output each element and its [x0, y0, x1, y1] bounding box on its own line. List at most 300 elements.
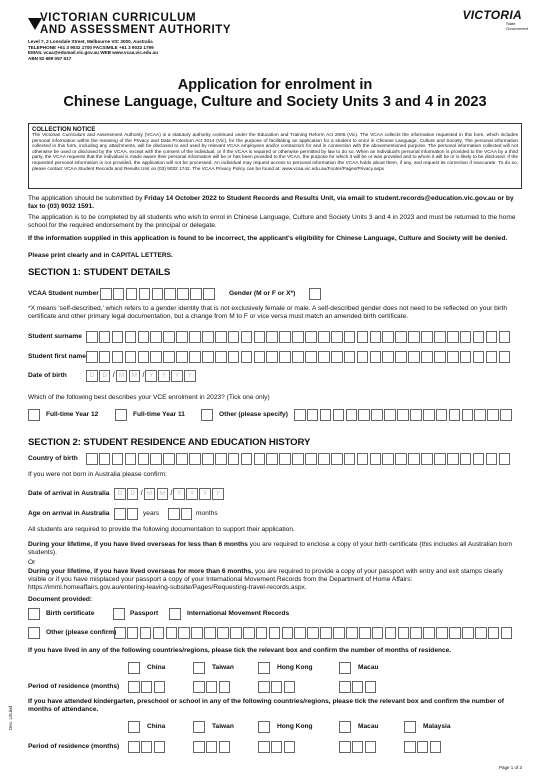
date-cell[interactable]: D: [114, 488, 126, 500]
char-cell[interactable]: [434, 331, 446, 343]
lived-taiwan-checkbox[interactable]: [193, 662, 205, 674]
date-cell[interactable]: D: [127, 488, 139, 500]
period-label: Period of residence (months): [28, 743, 120, 750]
char-cell[interactable]: [499, 453, 511, 465]
char-cell[interactable]: [307, 627, 319, 639]
char-cell[interactable]: [190, 288, 202, 300]
char-cell[interactable]: [128, 681, 140, 693]
char-cell[interactable]: [357, 453, 369, 465]
char-cell[interactable]: [86, 351, 98, 363]
char-cell[interactable]: [163, 351, 175, 363]
char-cell[interactable]: [346, 627, 358, 639]
address-line: TELEPHONE +61 3 9032 1700 FACSIMILE +61 3 9032 1799: [28, 44, 154, 50]
lived-months-taiwan[interactable]: [193, 681, 232, 693]
char-cell[interactable]: [436, 627, 448, 639]
char-cell[interactable]: [215, 351, 227, 363]
char-cell[interactable]: [358, 409, 370, 421]
date-separator: /: [112, 372, 115, 379]
page-title: Application for enrolment in: [177, 77, 373, 93]
collection-notice: [28, 123, 522, 189]
char-cell[interactable]: [279, 453, 291, 465]
char-cell[interactable]: [177, 288, 189, 300]
char-cell[interactable]: [344, 331, 356, 343]
char-cell[interactable]: [271, 741, 283, 753]
vcaa-number-label: VCAA Student number: [28, 290, 99, 297]
passport-label: Passport: [130, 610, 159, 617]
char-cell[interactable]: [365, 681, 377, 693]
char-cell[interactable]: [333, 409, 345, 421]
char-cell[interactable]: [382, 453, 394, 465]
movement-records-checkbox[interactable]: [169, 608, 181, 620]
other-doc-field[interactable]: [114, 627, 514, 639]
char-cell[interactable]: [421, 351, 433, 363]
char-cell[interactable]: [189, 453, 201, 465]
date-cell[interactable]: M: [116, 370, 128, 382]
char-cell[interactable]: [395, 331, 407, 343]
date-cell[interactable]: M: [144, 488, 156, 500]
char-cell[interactable]: [100, 288, 112, 300]
char-cell[interactable]: [228, 331, 240, 343]
char-cell[interactable]: [370, 331, 382, 343]
char-cell[interactable]: [114, 508, 126, 520]
date-separator: /: [170, 490, 173, 497]
char-cell[interactable]: [423, 627, 435, 639]
char-cell[interactable]: [475, 627, 487, 639]
submit-instructions: The application should be submitted by Friday 14 October 2022 to Student Records and Results Unit, via email to student.records@education.vic.gov.au or by fax to (03) 9032 1591.: [28, 195, 514, 210]
char-cell[interactable]: [410, 627, 422, 639]
char-cell[interactable]: [128, 741, 140, 753]
char-cell[interactable]: [193, 681, 205, 693]
region-label: Taiwan: [212, 723, 234, 730]
lived-question: If you have lived in any of the following countries/regions, please tick the relevant box and confirm the number of months of residence.: [28, 647, 452, 654]
char-cell[interactable]: [163, 331, 175, 343]
char-cell[interactable]: [176, 331, 188, 343]
char-cell[interactable]: [460, 351, 472, 363]
char-cell[interactable]: [339, 681, 351, 693]
char-cell[interactable]: [460, 453, 472, 465]
char-cell[interactable]: [266, 331, 278, 343]
date-cell[interactable]: Y: [199, 488, 211, 500]
char-cell[interactable]: [202, 331, 214, 343]
char-cell[interactable]: [339, 741, 351, 753]
char-cell[interactable]: [152, 288, 164, 300]
date-cell[interactable]: D: [86, 370, 98, 382]
char-cell[interactable]: [372, 627, 384, 639]
gender-field[interactable]: [309, 288, 321, 300]
char-cell[interactable]: [176, 453, 188, 465]
char-cell[interactable]: [423, 409, 435, 421]
date-cell[interactable]: M: [157, 488, 169, 500]
birth-cert-label: Birth certificate: [46, 610, 95, 617]
lived-months-hongkong[interactable]: [258, 681, 297, 693]
school-months-taiwan[interactable]: [193, 741, 232, 753]
more-than-6-months: During your lifetime, if you have lived overseas for more than 6 months, you are required to provide a copy of your passport with entry and exit stamps clearly visible or if you have misplaced your passport a copy of your International Movement Records from the Department of Home Affairs: https://immi.homeaffairs.gov.au/entering-leaving-subsite/Pages/Requesting-travel-records.aspx.: [28, 568, 503, 591]
char-cell[interactable]: [168, 508, 180, 520]
char-cell[interactable]: [333, 627, 345, 639]
lived-macau-checkbox[interactable]: [339, 662, 351, 674]
char-cell[interactable]: [294, 627, 306, 639]
page-subtitle: Chinese Language, Culture and Society Units 3 and 4 in 2023: [63, 94, 487, 110]
school-months-macau[interactable]: [339, 741, 378, 753]
year11-label: Full-time Year 11: [133, 411, 185, 418]
other-doc-label: Other (please confirm): [46, 629, 117, 636]
char-cell[interactable]: [164, 288, 176, 300]
char-cell[interactable]: [99, 453, 111, 465]
char-cell[interactable]: [138, 351, 150, 363]
notice-body: The Victorian Curriculum and Assessment Authority (VCAA) is a statutory authority continued under the Education and Training Reform Act 2006 (Vic). The VCAA collects the information requested in this form, which includes personal information within the meaning of the Privacy and Data Protection Act 2014 (Vic), for the purpose of facilitating an application for a student to enrol in Chinese Language, Culture and Society. The personal information collected in this form, including any attachments, will be disclosed to and used by relevant VCAA employees and/or contractors for and in connection with the abovementioned purpose. The personal information collected will not otherwise be used or disclosed by the VCAA, except with the consent of the individual, or if the VCAA is required or otherwise permitted by law to do so. When an individual's personal information is provided to the VCAA by a third party, the VCAA requests that the individual is made aware their personal information will be or has been provided to the VCAA, the purpose for which it will be or was provided and to whom it will be or is likely to be disclosed. If the requested personal information is not provided, the application will not be processed. An individual may request access to personal information the VCAA holds about them, if any, and request its correction if inaccurate. To do so, please contact VCAA Student Records and Results Unit on (03) 9032 1742. The VCAA Privacy Policy can be found at: www.vcaa.vic.edu.au/Footer/Pages/Privacy.aspx: [32, 133, 518, 172]
region-label: Taiwan: [212, 664, 234, 671]
char-cell[interactable]: [163, 453, 175, 465]
char-cell[interactable]: [279, 331, 291, 343]
victoria-logo: VICTORIA: [462, 8, 522, 22]
char-cell[interactable]: [139, 288, 151, 300]
org-name-line1: VICTORIAN CURRICULUM: [40, 12, 197, 24]
char-cell[interactable]: [462, 627, 474, 639]
char-cell[interactable]: [166, 627, 178, 639]
char-cell[interactable]: [112, 331, 124, 343]
char-cell[interactable]: [241, 331, 253, 343]
char-cell[interactable]: [256, 627, 268, 639]
char-cell[interactable]: [474, 409, 486, 421]
side-code: Dec. US.ind: [8, 705, 13, 730]
char-cell[interactable]: [138, 331, 150, 343]
region-label: Macau: [358, 723, 379, 730]
surname-label: Student surname: [28, 333, 82, 340]
char-cell[interactable]: [331, 331, 343, 343]
arrival-years-field[interactable]: [114, 508, 140, 520]
char-cell[interactable]: [320, 409, 332, 421]
school-months-hongkong[interactable]: [258, 741, 297, 753]
char-cell[interactable]: [447, 351, 459, 363]
char-cell[interactable]: [150, 453, 162, 465]
char-cell[interactable]: [206, 741, 218, 753]
char-cell[interactable]: [417, 741, 429, 753]
char-cell[interactable]: [127, 627, 139, 639]
char-cell[interactable]: [486, 351, 498, 363]
date-cell[interactable]: M: [129, 370, 141, 382]
period-label: Period of residence (months): [28, 683, 120, 690]
char-cell[interactable]: [150, 331, 162, 343]
dob-field[interactable]: [86, 370, 197, 382]
char-cell[interactable]: [241, 351, 253, 363]
country-field[interactable]: [86, 453, 511, 465]
char-cell[interactable]: [434, 351, 446, 363]
char-cell[interactable]: [462, 409, 474, 421]
char-cell[interactable]: [99, 351, 111, 363]
char-cell[interactable]: [486, 453, 498, 465]
year12-checkbox[interactable]: [28, 409, 40, 421]
gender-note: *X means 'self-described,' which refers to a gender identity that is not exclusively female or male. A self-described gender does not need to be reflected on your birth certificate and other primary legal documentation, but a change from M to F or vice versa must match an amended birth certificate.: [28, 305, 507, 320]
char-cell[interactable]: [486, 331, 498, 343]
first-name-label: Student first name: [28, 353, 86, 360]
movement-records-label: International Movement Records: [187, 610, 290, 617]
char-cell[interactable]: [344, 453, 356, 465]
eligibility-warning: If the information supplied in this application is found to be incorrect, the applicant's eligibility for Chinese Language, Culture and Society will be denied.: [28, 235, 508, 242]
char-cell[interactable]: [114, 627, 126, 639]
char-cell[interactable]: [191, 627, 203, 639]
char-cell[interactable]: [499, 351, 511, 363]
page-number: Page 1 of 3: [498, 765, 522, 770]
school-hongkong-checkbox[interactable]: [258, 721, 270, 733]
char-cell[interactable]: [254, 453, 266, 465]
char-cell[interactable]: [86, 453, 98, 465]
char-cell[interactable]: [219, 741, 231, 753]
char-cell[interactable]: [154, 681, 166, 693]
year12-label: Full-time Year 12: [46, 411, 99, 418]
char-cell[interactable]: [449, 409, 461, 421]
section1-heading: SECTION 1: STUDENT DETAILS: [28, 267, 171, 278]
char-cell[interactable]: [410, 409, 422, 421]
char-cell[interactable]: [500, 409, 512, 421]
dob-label: Date of birth: [28, 372, 67, 379]
region-label: China: [147, 723, 166, 730]
notice-heading: COLLECTION NOTICE: [32, 127, 96, 133]
char-cell[interactable]: [138, 453, 150, 465]
char-cell[interactable]: [125, 331, 137, 343]
address-line: EMAIL vcaa@edumail.vic.gov.au WEB www.vcaa.vic.edu.au: [28, 50, 158, 55]
char-cell[interactable]: [370, 453, 382, 465]
section2-heading: SECTION 2: STUDENT RESIDENCE AND EDUCATION HISTORY: [28, 437, 311, 448]
char-cell[interactable]: [365, 741, 377, 753]
char-cell[interactable]: [408, 351, 420, 363]
char-cell[interactable]: [271, 681, 283, 693]
victoria-logo-sub: State Government: [506, 21, 529, 31]
doc-provided-label: Document provided:: [28, 596, 93, 603]
region-label: Malaysia: [423, 723, 451, 730]
char-cell[interactable]: [382, 351, 394, 363]
years-label: years: [143, 510, 160, 517]
char-cell[interactable]: [430, 741, 442, 753]
char-cell[interactable]: [292, 331, 304, 343]
char-cell[interactable]: [499, 331, 511, 343]
date-separator: /: [140, 490, 143, 497]
char-cell[interactable]: [331, 351, 343, 363]
char-cell[interactable]: [488, 627, 500, 639]
char-cell[interactable]: [357, 351, 369, 363]
char-cell[interactable]: [215, 331, 227, 343]
school-months-china[interactable]: [128, 741, 167, 753]
char-cell[interactable]: [176, 351, 188, 363]
char-cell[interactable]: [241, 453, 253, 465]
arrival-months-field[interactable]: [168, 508, 194, 520]
address-line: ABN 52 689 057 617: [28, 55, 72, 61]
char-cell[interactable]: [357, 331, 369, 343]
char-cell[interactable]: [501, 627, 513, 639]
char-cell[interactable]: [359, 627, 371, 639]
date-cell[interactable]: Y: [158, 370, 170, 382]
char-cell[interactable]: [449, 627, 461, 639]
char-cell[interactable]: [202, 453, 214, 465]
lived-months-china[interactable]: [128, 681, 167, 693]
char-cell[interactable]: [487, 409, 499, 421]
char-cell[interactable]: [318, 331, 330, 343]
completion-instructions: The application is to be completed by all students who wish to enrol in Chinese Language, Culture and Society Units 3 and 4 in 2023 and must be returned to the home school for the required endorsement by the principal or delegate.: [28, 214, 516, 229]
char-cell[interactable]: [230, 627, 242, 639]
char-cell[interactable]: [125, 351, 137, 363]
char-cell[interactable]: [206, 681, 218, 693]
char-cell[interactable]: [203, 288, 215, 300]
other-label: Other (please specify): [219, 411, 288, 418]
char-cell[interactable]: [434, 453, 446, 465]
arrival-date-label: Date of arrival in Australia: [28, 490, 110, 497]
other-doc-checkbox[interactable]: [28, 627, 40, 639]
lived-hongkong-checkbox[interactable]: [258, 662, 270, 674]
char-cell[interactable]: [141, 741, 153, 753]
char-cell[interactable]: [384, 409, 396, 421]
date-cell[interactable]: Y: [173, 488, 185, 500]
char-cell[interactable]: [125, 453, 137, 465]
school-macau-checkbox[interactable]: [339, 721, 351, 733]
char-cell[interactable]: [344, 351, 356, 363]
char-cell[interactable]: [397, 409, 409, 421]
char-cell[interactable]: [460, 331, 472, 343]
char-cell[interactable]: [140, 627, 152, 639]
gender-label: Gender (M or F or X*): [229, 290, 296, 297]
char-cell[interactable]: [178, 627, 190, 639]
attended-question: If you have attended kindergarten, preschool or school in any of the following countries/regions, please tick the relevant box and confirm the number of months of attendance.: [28, 698, 504, 713]
char-cell[interactable]: [473, 331, 485, 343]
char-cell[interactable]: [318, 351, 330, 363]
char-cell[interactable]: [370, 351, 382, 363]
char-cell[interactable]: [228, 453, 240, 465]
docs-note: All students are required to provide the following documentation to support their application.: [28, 526, 295, 533]
less-than-6-months: During your lifetime, if you have lived overseas for less than 6 months you are required to enclose a copy of your birth certificate (this includes all Australian born students).: [28, 541, 513, 556]
other-checkbox[interactable]: [201, 409, 213, 421]
school-malaysia-checkbox[interactable]: [404, 721, 416, 733]
birth-cert-checkbox[interactable]: [28, 608, 40, 620]
org-name-line2: AND ASSESSMENT AUTHORITY: [40, 24, 232, 36]
char-cell[interactable]: [371, 409, 383, 421]
char-cell[interactable]: [421, 453, 433, 465]
char-cell[interactable]: [447, 331, 459, 343]
char-cell[interactable]: [473, 453, 485, 465]
char-cell[interactable]: [99, 331, 111, 343]
school-china-checkbox[interactable]: [128, 721, 140, 733]
char-cell[interactable]: [254, 351, 266, 363]
char-cell[interactable]: [254, 331, 266, 343]
char-cell[interactable]: [346, 409, 358, 421]
char-cell[interactable]: [154, 741, 166, 753]
char-cell[interactable]: [331, 453, 343, 465]
char-cell[interactable]: [284, 681, 296, 693]
char-cell[interactable]: [112, 453, 124, 465]
char-cell[interactable]: [141, 681, 153, 693]
char-cell[interactable]: [189, 351, 201, 363]
arrival-date-field[interactable]: [114, 488, 225, 500]
char-cell[interactable]: [113, 288, 125, 300]
vcaa-number-field[interactable]: [100, 288, 216, 300]
char-cell[interactable]: [398, 627, 410, 639]
char-cell[interactable]: [404, 741, 416, 753]
year11-checkbox[interactable]: [115, 409, 127, 421]
char-cell[interactable]: [126, 288, 138, 300]
date-cell[interactable]: Y: [145, 370, 157, 382]
print-instructions: Please print clearly and in CAPITAL LETTERS.: [28, 252, 173, 259]
char-cell[interactable]: [153, 627, 165, 639]
char-cell[interactable]: [352, 681, 364, 693]
school-months-malaysia[interactable]: [404, 741, 443, 753]
char-cell[interactable]: [217, 627, 229, 639]
char-cell[interactable]: [307, 409, 319, 421]
char-cell[interactable]: [320, 627, 332, 639]
enrolment-question: Which of the following best describes your VCE enrolment in 2023? (Tick one only): [28, 394, 270, 401]
char-cell[interactable]: [421, 331, 433, 343]
char-cell[interactable]: [266, 453, 278, 465]
char-cell[interactable]: [219, 681, 231, 693]
char-cell[interactable]: [436, 409, 448, 421]
char-cell[interactable]: [112, 351, 124, 363]
not-born-note: If you were not born in Australia please confirm:: [28, 471, 167, 478]
region-label: Macau: [358, 664, 379, 671]
char-cell[interactable]: [447, 453, 459, 465]
char-cell[interactable]: [215, 453, 227, 465]
date-cell[interactable]: Y: [212, 488, 224, 500]
char-cell[interactable]: [385, 627, 397, 639]
char-cell[interactable]: [292, 351, 304, 363]
char-cell[interactable]: [204, 627, 216, 639]
region-label: China: [147, 664, 166, 671]
country-label: Country of birth: [28, 455, 78, 462]
char-cell[interactable]: [189, 331, 201, 343]
passport-checkbox[interactable]: [113, 608, 125, 620]
char-cell[interactable]: [294, 409, 306, 421]
date-cell[interactable]: D: [99, 370, 111, 382]
char-cell[interactable]: [269, 627, 281, 639]
address-line: Level 7, 2 Lonsdale Street, Melbourne VIC 3000, Australia: [28, 39, 153, 44]
char-cell[interactable]: [228, 351, 240, 363]
lived-china-checkbox[interactable]: [128, 662, 140, 674]
other-specify-field[interactable]: [294, 409, 513, 421]
char-cell[interactable]: [305, 351, 317, 363]
char-cell[interactable]: [279, 351, 291, 363]
char-cell[interactable]: [473, 351, 485, 363]
char-cell[interactable]: [292, 453, 304, 465]
or-label: Or: [28, 559, 36, 566]
char-cell[interactable]: [258, 681, 270, 693]
months-label: months: [196, 510, 218, 517]
surname-field[interactable]: [86, 331, 511, 343]
char-cell[interactable]: [193, 741, 205, 753]
char-cell[interactable]: [282, 627, 294, 639]
char-cell[interactable]: [284, 741, 296, 753]
date-cell[interactable]: Y: [184, 370, 196, 382]
char-cell[interactable]: [150, 351, 162, 363]
char-cell[interactable]: [382, 331, 394, 343]
char-cell[interactable]: [395, 351, 407, 363]
date-separator: /: [142, 372, 145, 379]
char-cell[interactable]: [127, 508, 139, 520]
char-cell[interactable]: [408, 331, 420, 343]
date-cell[interactable]: Y: [186, 488, 198, 500]
char-cell[interactable]: [258, 741, 270, 753]
char-cell[interactable]: [352, 741, 364, 753]
char-cell[interactable]: [86, 331, 98, 343]
lived-months-macau[interactable]: [339, 681, 378, 693]
char-cell[interactable]: [305, 453, 317, 465]
char-cell[interactable]: [318, 453, 330, 465]
char-cell[interactable]: [243, 627, 255, 639]
date-cell[interactable]: Y: [171, 370, 183, 382]
char-cell[interactable]: [202, 351, 214, 363]
char-cell[interactable]: [305, 331, 317, 343]
region-label: Hong Kong: [277, 664, 313, 671]
char-cell[interactable]: [408, 453, 420, 465]
char-cell[interactable]: [266, 351, 278, 363]
char-cell[interactable]: [395, 453, 407, 465]
school-taiwan-checkbox[interactable]: [193, 721, 205, 733]
char-cell[interactable]: [181, 508, 193, 520]
first-name-field[interactable]: [86, 351, 511, 363]
